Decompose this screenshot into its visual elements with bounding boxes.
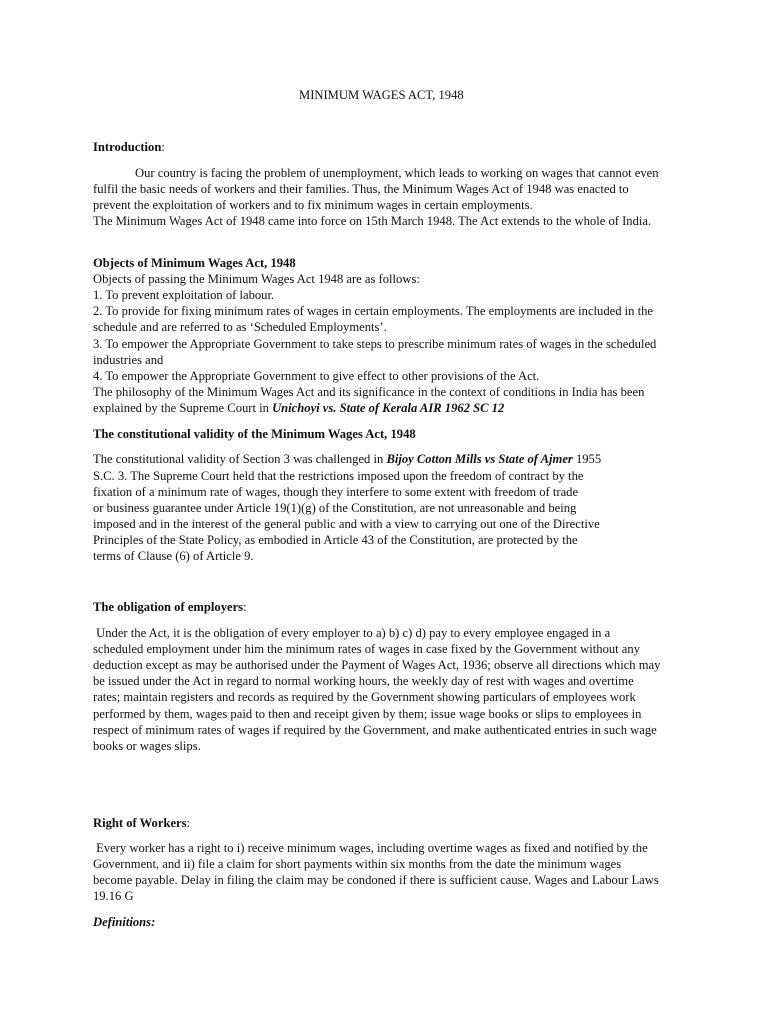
- obligation-line: books or wages slips.: [93, 739, 201, 753]
- introduction-heading-colon: :: [161, 140, 165, 154]
- obligation-line: Under the Act, it is the obligation of every employer to a) b) c) d) pay to every employee engaged in a: [93, 626, 611, 640]
- rights-line: 19.16 G: [93, 889, 134, 903]
- obligation-line: rates; maintain registers and records as required by the Government showing particulars of employees work: [93, 690, 636, 704]
- rights-heading-text: Right of Workers: [93, 816, 187, 830]
- introduction-heading: [93, 139, 165, 155]
- obligation-heading-text: The obligation of employers: [93, 600, 244, 614]
- validity-line: fixation of a minimum rate of wages, though they interfere to some extent with freedom of trade: [93, 485, 579, 499]
- validity-heading: The constitutional validity of the Minimum Wages Act, 1948: [93, 427, 416, 441]
- validity-line: imposed and in the interest of the general public and with a view to carrying out one of the Directive: [93, 517, 600, 531]
- objects-line: 3. To empower the Appropriate Government to take steps to prescribe minimum rates of wages in the scheduled: [93, 337, 657, 351]
- unichoyi-case-name: Unichoyi vs. State of Kerala AIR 1962 SC 12: [272, 401, 505, 415]
- obligation-line: deduction except as may be authorised under the Payment of Wages Act, 1936; observe all directions which may: [93, 658, 661, 672]
- objects-heading: Objects of Minimum Wages Act, 1948: [93, 256, 296, 270]
- validity-case-prefix: The constitutional validity of Section 3 was challenged in: [93, 452, 387, 466]
- introduction-line: fulfil the basic needs of workers and their families. Thus, the Minimum Wages Act of 1948 was enacted to: [93, 182, 629, 196]
- validity-line-case-citation: [93, 451, 601, 467]
- definitions-heading: Definitions:: [93, 915, 156, 929]
- document-title: MINIMUM WAGES ACT, 1948: [299, 88, 464, 102]
- objects-line: The philosophy of the Minimum Wages Act and its significance in the context of conditions in India has been: [93, 385, 645, 399]
- rights-heading-colon: :: [186, 816, 191, 830]
- objects-line-case-citation: [93, 400, 504, 416]
- objects-case-prefix: explained by the Supreme Court in: [93, 401, 273, 415]
- validity-line: terms of Clause (6) of Article 9.: [93, 549, 254, 563]
- obligation-heading-colon: :: [243, 600, 247, 614]
- bijoy-case-name: Bijoy Cotton Mills vs State of Ajmer: [386, 452, 573, 466]
- objects-line: schedule and are referred to as ‘Scheduled Employments’.: [93, 320, 387, 334]
- obligation-heading: [93, 599, 247, 615]
- obligation-line: be issued under the Act in regard to normal working hours, the weekly day of rest with wages and overtime: [93, 674, 634, 688]
- rights-heading: [93, 815, 190, 831]
- validity-line: S.C. 3. The Supreme Court held that the restrictions imposed upon the freedom of contract by the: [93, 469, 584, 483]
- objects-line: 1. To prevent exploitation of labour.: [93, 288, 275, 302]
- obligation-line: respect of minimum rates of wages if required by the Government, and make authenticated entries in such wage: [93, 723, 657, 737]
- introduction-line: The Minimum Wages Act of 1948 came into force on 15th March 1948. The Act extends to the whole of India.: [93, 214, 652, 228]
- objects-line: Objects of passing the Minimum Wages Act 1948 are as follows:: [93, 272, 420, 286]
- rights-line: become payable. Delay in filing the claim may be condoned if there is sufficient cause. Wages and Labour Laws: [93, 873, 659, 887]
- introduction-line: Our country is facing the problem of unemployment, which leads to working on wages that cannot even: [135, 166, 659, 180]
- objects-line: industries and: [93, 353, 164, 367]
- obligation-line: performed by them, wages paid to then and receipt given by them; issue wage books or slips to employees in: [93, 707, 642, 721]
- validity-line: Principles of the State Policy, as embodied in Article 43 of the Constitution, are protected by the: [93, 533, 578, 547]
- introduction-line: prevent the exploitation of workers and to fix minimum wages in certain employments.: [93, 198, 533, 212]
- validity-case-suffix: 1955: [572, 452, 602, 466]
- introduction-heading-text: Introduction: [93, 140, 162, 154]
- validity-line: or business guarantee under Article 19(1)(g) of the Constitution, are not unreasonable and being: [93, 501, 577, 515]
- rights-line: Every worker has a right to i) receive minimum wages, including overtime wages as fixed and notified by the: [93, 841, 648, 855]
- obligation-line: scheduled employment under him the minimum rates of wages in case fixed by the Government without any: [93, 642, 640, 656]
- objects-line: 2. To provide for fixing minimum rates of wages in certain employments. The employments are included in the: [93, 304, 653, 318]
- rights-line: Government, and ii) file a claim for short payments within six months from the date the minimum wages: [93, 857, 622, 871]
- objects-line: 4. To empower the Appropriate Government to give effect to other provisions of the Act.: [93, 369, 540, 383]
